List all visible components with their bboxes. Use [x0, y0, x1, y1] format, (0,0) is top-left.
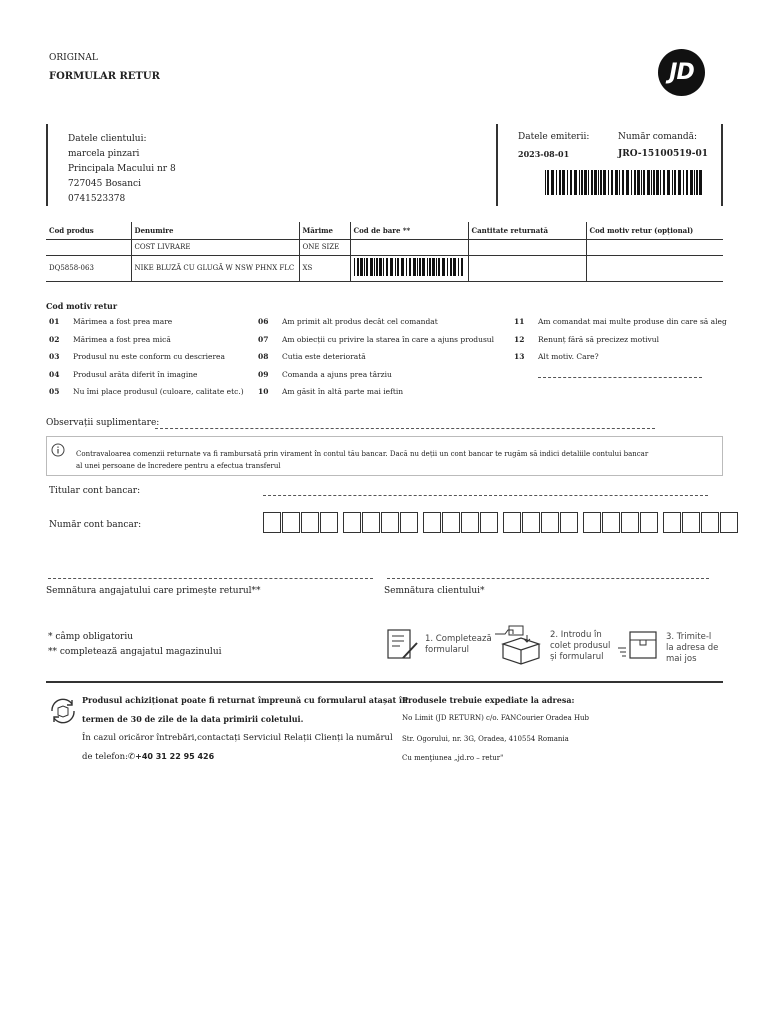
- bank-number-digit-box[interactable]: [682, 512, 700, 533]
- barcode-bar: [383, 258, 384, 276]
- client-block: [68, 132, 176, 207]
- employee-signature-line[interactable]: [48, 578, 373, 579]
- contact-prefix: de telefon:: [82, 752, 128, 762]
- other-reason-field[interactable]: [538, 377, 702, 378]
- info-text: [76, 448, 716, 472]
- barcode-bar: [376, 258, 378, 276]
- bank-number-digit-box[interactable]: [720, 512, 738, 533]
- barcode-bar: [678, 170, 681, 195]
- cell-product-code: DQ5858-063: [46, 255, 131, 281]
- barcode-bar: [637, 170, 640, 195]
- bank-number-group: [263, 512, 339, 533]
- reason-09: 09 Comanda a ajuns prea târziu: [258, 370, 392, 379]
- barcode-bar: [427, 258, 428, 276]
- phone-number[interactable]: +40 31 22 95 426: [135, 752, 215, 761]
- barcode-bar: [442, 258, 445, 276]
- step-2-line-3: și formularul: [550, 652, 604, 662]
- order-number-value: JRO-15100519-01: [618, 149, 708, 159]
- barcode-bar: [660, 170, 661, 195]
- cell-barcode: [350, 239, 468, 255]
- barcode-bar: [594, 170, 597, 195]
- client-divider: [46, 124, 48, 206]
- ship-line-2: Str. Ogorului, nr. 3G, Oradea, 410554 Romania: [402, 735, 569, 743]
- bank-number-digit-box[interactable]: [541, 512, 559, 533]
- barcode-bar: [631, 170, 632, 195]
- barcode-bar: [395, 258, 396, 276]
- barcode-bar: [567, 170, 568, 195]
- reasons-title: Cod motiv retur: [46, 301, 118, 311]
- col-product-code: Cod produs: [46, 222, 131, 239]
- bank-number-digit-box[interactable]: [701, 512, 719, 533]
- bank-number-group: [663, 512, 739, 533]
- barcode-bar: [696, 170, 698, 195]
- bank-number-digit-box[interactable]: [640, 512, 658, 533]
- client-street: Principala Macului nr 8: [68, 164, 176, 174]
- barcode-bar: [647, 170, 650, 195]
- barcode-bar: [699, 170, 702, 195]
- barcode-bar: [667, 170, 670, 195]
- client-signature-label: Semnătura clientului*: [384, 586, 485, 596]
- store-note: ** completează angajatul magazinului: [48, 647, 222, 657]
- form-pen-icon: [386, 628, 420, 662]
- col-reason-code: Cod motiv retur (opțional): [586, 222, 723, 239]
- cell-product-code: [46, 239, 131, 255]
- barcode-bar: [461, 258, 463, 276]
- barcode-bar: [615, 170, 618, 195]
- bank-number-digit-box[interactable]: [320, 512, 338, 533]
- ship-line-1: No Limit (JD RETURN) c/o. FANCourier Oradea Hub: [402, 714, 590, 722]
- return-policy-line-2: termen de 30 de zile de la data primirii coletului.: [82, 714, 304, 724]
- bank-number-digit-box[interactable]: [583, 512, 601, 533]
- barcode-bar: [436, 258, 437, 276]
- barcode-bar: [574, 170, 577, 195]
- barcode-bar: [611, 170, 613, 195]
- barcode-bar: [584, 170, 587, 195]
- step-3: [666, 632, 718, 665]
- reason-05: 05 Nu îmi place produsul (culoare, calitate etc.): [49, 387, 244, 396]
- barcode-bar: [683, 170, 684, 195]
- bank-number-boxes[interactable]: [263, 512, 743, 533]
- barcode-bar: [643, 170, 645, 195]
- bank-number-digit-box[interactable]: [663, 512, 681, 533]
- required-note: * câmp obligatoriu: [48, 632, 133, 642]
- jd-logo: [658, 49, 705, 96]
- barcode-bar: [603, 170, 606, 195]
- barcode-bar: [622, 170, 624, 195]
- cell-name: NIKE BLUZĂ CU GLUGĂ W NSW PHNX FLC: [131, 255, 299, 281]
- step-2-line-1: 2. Introdu în: [550, 630, 602, 640]
- barcode-bar: [354, 258, 355, 276]
- observations-field[interactable]: [155, 428, 655, 429]
- issue-divider: [496, 124, 498, 206]
- step-3-line-3: mai jos: [666, 654, 697, 664]
- barcode-bar: [370, 258, 373, 276]
- barcode-bar: [608, 170, 609, 195]
- bank-number-digit-box[interactable]: [423, 512, 441, 533]
- step-1-line-1: 1. Completează: [425, 634, 492, 644]
- client-label: Datele clientului:: [68, 134, 147, 144]
- item-barcode: [354, 258, 464, 276]
- barcode-bar: [406, 258, 407, 276]
- bank-number-digit-box[interactable]: [621, 512, 639, 533]
- barcode-bar: [690, 170, 693, 195]
- cell-quantity[interactable]: [468, 239, 586, 255]
- info-text-line-1: Contravaloarea comenzii returnate va fi rambursată prin virament în contul tău bancar. Dacă nu deții un cont bancar te rugăm să indici detaliile contului bancar: [76, 450, 649, 458]
- return-policy-line-1: Produsul achiziționat poate fi returnat împreună cu formularul atașat în: [82, 695, 408, 705]
- barcode-bar: [579, 170, 580, 195]
- issue-date-label: Datele emiterii:: [518, 132, 590, 142]
- bank-number-digit-box[interactable]: [263, 512, 281, 533]
- barcode-bar: [674, 170, 676, 195]
- reason-03: 03 Produsul nu este conform cu descrierea: [49, 352, 225, 361]
- bank-number-digit-box[interactable]: [381, 512, 399, 533]
- client-city: 727045 Bosanci: [68, 179, 141, 189]
- bank-number-digit-box[interactable]: [362, 512, 380, 533]
- bank-number-digit-box[interactable]: [503, 512, 521, 533]
- barcode-bar: [559, 170, 561, 195]
- barcode-bar: [450, 258, 452, 276]
- barcode-bar: [360, 258, 363, 276]
- cell-reason-code[interactable]: [586, 239, 723, 255]
- bank-holder-field[interactable]: [263, 495, 708, 496]
- barcode-bar: [570, 170, 572, 195]
- barcode-bar: [364, 258, 365, 276]
- barcode-bar: [626, 170, 629, 195]
- barcode-bar: [397, 258, 399, 276]
- barcode-bar: [366, 258, 368, 276]
- contact-line: În cazul oricăror întrebări,contactați Serviciul Relații Clienți la numărul: [82, 733, 393, 743]
- bank-number-digit-box[interactable]: [522, 512, 540, 533]
- step-1-line-2: formularul: [425, 645, 470, 655]
- barcode-bar: [556, 170, 557, 195]
- ship-title: Produsele trebuie expediate la adresa:: [402, 695, 575, 705]
- barcode-bar: [438, 258, 440, 276]
- cell-barcode: [350, 255, 468, 281]
- barcode-bar: [357, 258, 359, 276]
- barcode-bar: [417, 258, 418, 276]
- barcode-bar: [581, 170, 583, 195]
- table-header-row: [46, 222, 723, 239]
- package-icon: [493, 624, 549, 666]
- bank-number-digit-box[interactable]: [343, 512, 361, 533]
- barcode-bar: [458, 258, 459, 276]
- bank-number-group: [343, 512, 419, 533]
- barcode-bar: [598, 170, 599, 195]
- barcode-bar: [686, 170, 688, 195]
- table-row: [46, 255, 723, 281]
- reason-06: 06 Am primit alt produs decât cel comandat: [258, 317, 438, 326]
- bank-number-group: [503, 512, 579, 533]
- col-quantity: Cantitate returnată: [468, 222, 586, 239]
- jd-logo-text: JD: [669, 60, 694, 85]
- barcode-bar: [447, 258, 448, 276]
- barcode-bar: [386, 258, 388, 276]
- info-icon: [51, 443, 65, 457]
- cell-quantity[interactable]: [468, 255, 586, 281]
- client-name: marcela pinzari: [68, 149, 140, 159]
- barcode-bar: [379, 258, 382, 276]
- barcode-bar: [653, 170, 655, 195]
- step-3-line-2: la adresa de: [666, 643, 719, 653]
- barcode-bar: [374, 258, 375, 276]
- bank-number-digit-box[interactable]: [602, 512, 620, 533]
- reason-13: 13 Alt motiv. Care?: [514, 352, 599, 361]
- client-signature-line[interactable]: [387, 578, 709, 579]
- barcode-bar: [634, 170, 636, 195]
- barcode-bar: [422, 258, 425, 276]
- reason-07: 07 Am obiecții cu privire la starea în care a ajuns produsul: [258, 335, 495, 344]
- bank-number-digit-box[interactable]: [461, 512, 479, 533]
- bank-holder-label: Titular cont bancar:: [49, 486, 141, 496]
- step-1: [425, 634, 492, 656]
- barcode-bar: [551, 170, 554, 195]
- barcode-bar: [591, 170, 593, 195]
- barcode-bar: [619, 170, 620, 195]
- order-number-label: Număr comandă:: [618, 132, 698, 142]
- phone-icon: ✆: [127, 752, 136, 762]
- issue-right-border: [721, 124, 723, 206]
- barcode-bar: [562, 170, 565, 195]
- barcode-bar: [656, 170, 659, 195]
- barcode-bar: [694, 170, 695, 195]
- ship-line-3: Cu menţiunea „jd.ro – retur": [402, 754, 504, 762]
- col-size: Mărime: [299, 222, 350, 239]
- footer-divider: [46, 681, 723, 683]
- form-title: FORMULAR RETUR: [49, 71, 160, 82]
- bank-number-digit-box[interactable]: [442, 512, 460, 533]
- shipping-box-icon: [616, 628, 660, 664]
- issue-date-value: 2023-08-01: [518, 149, 570, 159]
- cell-size: ONE SIZE: [299, 239, 350, 255]
- bank-number-digit-box[interactable]: [480, 512, 498, 533]
- col-name: Denumire: [131, 222, 299, 239]
- barcode-bar: [663, 170, 665, 195]
- barcode-bar: [547, 170, 549, 195]
- client-phone: 0741523378: [68, 194, 126, 204]
- step-2: [550, 630, 610, 663]
- barcode-bar: [419, 258, 421, 276]
- barcode-bar: [409, 258, 411, 276]
- reason-11: 11 Am comandat mai multe produse din care să aleg: [514, 317, 727, 326]
- reason-04: 04 Produsul arăta diferit în imagine: [49, 370, 198, 379]
- table-row: [46, 239, 723, 255]
- bank-number-digit-box[interactable]: [301, 512, 319, 533]
- barcode-bar: [600, 170, 602, 195]
- step-3-line-1: 3. Trimite-l: [666, 632, 712, 642]
- bank-number-digit-box[interactable]: [400, 512, 418, 533]
- reason-12: 12 Renunț fără să precizez motivul: [514, 335, 660, 344]
- barcode-bar: [672, 170, 673, 195]
- cell-name: COST LIVRARE: [131, 239, 299, 255]
- reason-08: 08 Cutia este deteriorată: [258, 352, 366, 361]
- barcode-bar: [641, 170, 642, 195]
- original-label: ORIGINAL: [49, 53, 98, 63]
- employee-signature-label: Semnătura angajatului care primește returul**: [46, 586, 261, 596]
- barcode-bar: [390, 258, 393, 276]
- bank-number-group: [423, 512, 499, 533]
- reason-10: 10 Am găsit în altă parte mai ieftin: [258, 387, 404, 396]
- bank-number-label: Număr cont bancar:: [49, 520, 142, 530]
- reason-02: 02 Mărimea a fost prea mică: [49, 335, 171, 344]
- bank-number-digit-box[interactable]: [282, 512, 300, 533]
- return-icon: [48, 697, 78, 725]
- barcode-bar: [545, 170, 546, 195]
- observations-label: Observații suplimentare:: [46, 418, 160, 428]
- barcode-bar: [432, 258, 435, 276]
- order-barcode: [545, 170, 706, 195]
- barcode-bar: [651, 170, 652, 195]
- barcode-bar: [588, 170, 589, 195]
- cell-reason-code[interactable]: [586, 255, 723, 281]
- barcode-bar: [429, 258, 431, 276]
- step-2-line-2: colet produsul: [550, 641, 611, 651]
- items-table: [46, 222, 723, 282]
- barcode-bar: [413, 258, 416, 276]
- barcode-bar: [401, 258, 404, 276]
- col-barcode: Cod de bare **: [350, 222, 468, 239]
- cell-size: XS: [299, 255, 350, 281]
- barcode-bar: [453, 258, 456, 276]
- bank-number-group: [583, 512, 659, 533]
- bank-number-digit-box[interactable]: [560, 512, 578, 533]
- info-text-line-2: al unei persoane de încredere pentru a efectua transferul: [76, 462, 281, 470]
- reason-01: 01 Mărimea a fost prea mare: [49, 317, 173, 326]
- contact-phone-line: [82, 752, 214, 762]
